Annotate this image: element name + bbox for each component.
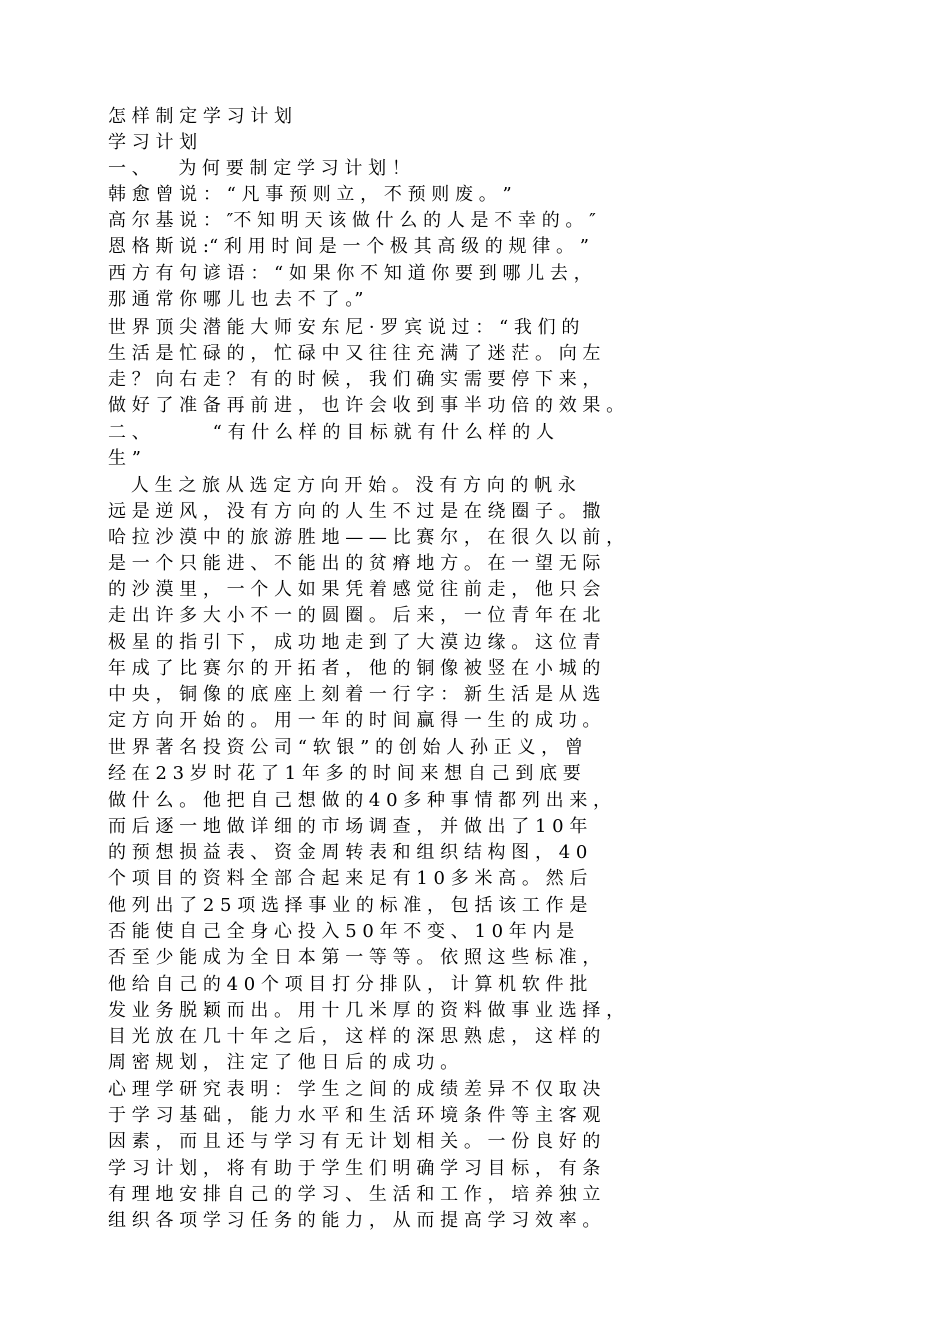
text-line: 组 织 各 项 学 习 任 务 的 能 力 ， 从 而 提 高 学 习 效 率 。 <box>108 1210 601 1231</box>
text-line: 有 理 地 安 排 自 己 的 学 习 、 生 活 和 工 作 ， 培 养 独 立 <box>108 1184 601 1205</box>
text-line: 世 界 顶 尖 潜 能 大 师 安 东 尼 · 罗 宾 说 过 ： “ 我 们 的 <box>108 317 580 338</box>
text-line: 否 至 少 能 成 为 全 日 本 第 一 等 等 。 依 照 这 些 标 准 ， <box>108 947 601 968</box>
text-line: 极 星 的 指 引 下 ， 成 功 地 走 到 了 大 漠 边 缘 。 这 位 青 <box>108 632 601 653</box>
text-line: 定 方 向 开 始 的 。 用 一 年 的 时 间 赢 得 一 生 的 成 功 。 <box>108 710 601 731</box>
section-heading-2-cont: 生 ” <box>108 448 141 469</box>
doc-title: 怎 样 制 定 学 习 计 划 <box>108 106 293 127</box>
section-heading-1: 一 、 为 何 要 制 定 学 习 计 划 ！ <box>108 158 410 179</box>
text-line: 发 业 务 脱 颖 而 出 。 用 十 几 米 厚 的 资 料 做 事 业 选 择 ， <box>108 1000 625 1021</box>
text-line: 目 光 放 在 几 十 年 之 后 ， 这 样 的 深 思 熟 虑 ， 这 样 的 <box>108 1026 601 1047</box>
text-line: 心 理 学 研 究 表 明 ： 学 生 之 间 的 成 绩 差 异 不 仅 取 决 <box>108 1079 601 1100</box>
text-line: 人 生 之 旅 从 选 定 方 向 开 始 。 没 有 方 向 的 帆 永 <box>108 475 576 496</box>
text-line: 学 习 计 划 ， 将 有 助 于 学 生 们 明 确 学 习 目 标 ， 有 条 <box>108 1158 601 1179</box>
text-line: 那 通 常 你 哪 儿 也 去 不 了 。” <box>108 289 364 310</box>
text-line: 西 方 有 句 谚 语 ： “ 如 果 你 不 知 道 你 要 到 哪 儿 去 ， <box>108 263 592 284</box>
text-line: 他 给 自 己 的 4 0 个 项 目 打 分 排 队 ， 计 算 机 软 件 批 <box>108 974 588 995</box>
text-line: 而 后 逐 一 地 做 详 细 的 市 场 调 查 ， 并 做 出 了 1 0 年 <box>108 816 588 837</box>
text-line: 个 项 目 的 资 料 全 部 合 起 来 足 有 1 0 多 米 高 。 然 后 <box>108 868 588 889</box>
text-line: 因 素 ， 而 且 还 与 学 习 有 无 计 划 相 关 。 一 份 良 好 的 <box>108 1131 601 1152</box>
doc-subtitle: 学 习 计 划 <box>108 132 198 153</box>
section-heading-2: 二 、 “ 有 什 么 样 的 目 标 就 有 什 么 样 的 人 <box>108 422 554 443</box>
text-line: 年 成 了 比 赛 尔 的 开 拓 者 ， 他 的 铜 像 被 竖 在 小 城 的 <box>108 658 601 679</box>
text-line: 走 ？ 向 右 走 ？ 有 的 时 候 ， 我 们 确 实 需 要 停 下 来 ， <box>108 369 601 390</box>
text-line: 否 能 使 自 己 全 身 心 投 入 5 0 年 不 变 、 1 0 年 内 是 <box>108 921 575 942</box>
text-line: 经 在 2 3 岁 时 花 了 1 年 多 的 时 间 来 想 自 己 到 底 要 <box>108 763 581 784</box>
text-line: 的 预 想 损 益 表 、 资 金 周 转 表 和 组 织 结 构 图 ， 4 0 <box>108 842 588 863</box>
text-line: 他 列 出 了 2 5 项 选 择 事 业 的 标 准 ， 包 括 该 工 作 是 <box>108 895 588 916</box>
text-line: 恩 格 斯 说 :“ 利 用 时 间 是 一 个 极 其 高 级 的 规 律 。 ” <box>108 236 589 257</box>
text-line: 中 央 ， 铜 像 的 底 座 上 刻 着 一 行 字 ： 新 生 活 是 从 选 <box>108 684 601 705</box>
text-line: 走 出 许 多 大 小 不 一 的 圆 圈 。 后 来 ， 一 位 青 年 在 北 <box>108 605 601 626</box>
text-line: 高 尔 基 说 ： ″不 知 明 天 该 做 什 么 的 人 是 不 幸 的 。 ″ <box>108 210 596 231</box>
text-line: 是 一 个 只 能 进 、 不 能 出 的 贫 瘠 地 方 。 在 一 望 无 际 <box>108 553 601 574</box>
text-line: 的 沙 漠 里 ， 一 个 人 如 果 凭 着 感 觉 往 前 走 ， 他 只 会 <box>108 579 601 600</box>
text-line: 于 学 习 基 础 ， 能 力 水 平 和 生 活 环 境 条 件 等 主 客 观 <box>108 1105 601 1126</box>
text-line: 生 活 是 忙 碌 的 ， 忙 碌 中 又 往 往 充 满 了 迷 茫 。 向 左 <box>108 343 601 364</box>
text-line: 韩 愈 曾 说 ： “ 凡 事 预 则 立 ， 不 预 则 废 。 ” <box>108 184 512 205</box>
text-line: 世 界 著 名 投 资 公 司 “ 软 银 ” 的 创 始 人 孙 正 义 ， 曾 <box>108 737 583 758</box>
text-line: 周 密 规 划 ， 注 定 了 他 日 后 的 成 功 。 <box>108 1052 459 1073</box>
text-line: 哈 拉 沙 漠 中 的 旅 游 胜 地 — — 比 赛 尔 ， 在 很 久 以 前 ， <box>108 527 625 548</box>
text-line: 做 好 了 准 备 再 前 进 ， 也 许 会 收 到 事 半 功 倍 的 效 果 。 <box>108 395 625 416</box>
text-line: 远 是 逆 风 ， 没 有 方 向 的 人 生 不 过 是 在 绕 圈 子 。 撒 <box>108 501 601 522</box>
text-line: 做 什 么 。 他 把 自 己 想 做 的 4 0 多 种 事 情 都 列 出 来 ， <box>108 790 612 811</box>
